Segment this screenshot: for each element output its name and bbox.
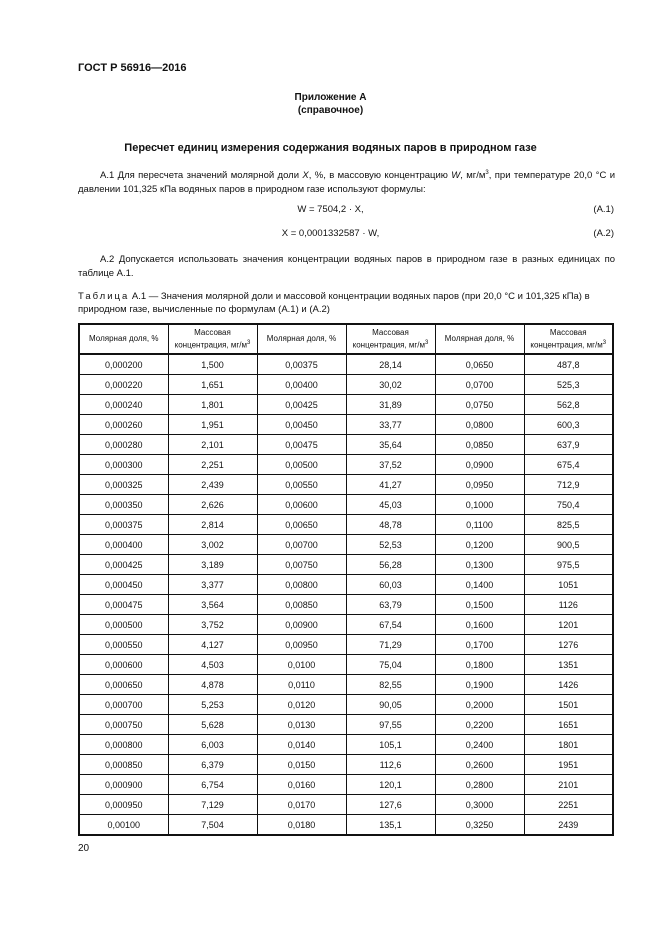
table-cell: 0,00550 xyxy=(257,475,346,495)
table-cell: 562,8 xyxy=(524,395,613,415)
paragraph-a1: А.1 Для пересчета значений молярной доли X, %, в массовую концентрацию W, $мг/м^3$, при температуре 20,0 °С и давлении 101,325 кПа водяных паров в природном газе используют формулы: xyxy=(78,170,615,196)
table-cell: 0,00800 xyxy=(257,575,346,595)
table-row xyxy=(79,815,613,836)
table-cell: 28,14 xyxy=(346,354,435,375)
table-row xyxy=(79,495,613,515)
table-cell: 0,00900 xyxy=(257,615,346,635)
table-cell: 0,000300 xyxy=(79,455,168,475)
table-row xyxy=(79,715,613,735)
table-cell: 37,52 xyxy=(346,455,435,475)
table-cell: 30,02 xyxy=(346,375,435,395)
table-cell: 2,814 xyxy=(168,515,257,535)
table-cell: 3,002 xyxy=(168,535,257,555)
table-cell: 0,00450 xyxy=(257,415,346,435)
table-cell: 2439 xyxy=(524,815,613,836)
table-cell: 0,000850 xyxy=(79,755,168,775)
table-cell: 0,0180 xyxy=(257,815,346,836)
table-cell: 6,379 xyxy=(168,755,257,775)
table-row xyxy=(79,395,613,415)
table-cell: 56,28 xyxy=(346,555,435,575)
table-cell: 31,89 xyxy=(346,395,435,415)
annex-subtitle: (справочное) xyxy=(297,105,364,116)
table-cell: 675,4 xyxy=(524,455,613,475)
conversion-table xyxy=(78,323,614,836)
table-cell: 45,03 xyxy=(346,495,435,515)
table-cell: 0,0650 xyxy=(435,354,524,375)
table-cell: 0,1100 xyxy=(435,515,524,535)
table-cell: 1201 xyxy=(524,615,613,635)
table-header-cell: Массовая концентрация, $мг/м^3$ xyxy=(346,324,435,354)
table-cell: 2,626 xyxy=(168,495,257,515)
table-cell: 120,1 xyxy=(346,775,435,795)
table-cell: 0,00425 xyxy=(257,395,346,415)
table-cell: 0,1200 xyxy=(435,535,524,555)
table-cell: 2,101 xyxy=(168,435,257,455)
table-cell: 3,189 xyxy=(168,555,257,575)
table-cell: 0,000240 xyxy=(79,395,168,415)
table-header-cell: Молярная доля, % xyxy=(257,324,346,354)
table-cell: 3,564 xyxy=(168,595,257,615)
table-row xyxy=(79,595,613,615)
table-cell: 97,55 xyxy=(346,715,435,735)
table-cell: 0,0100 xyxy=(257,655,346,675)
table-cell: 90,05 xyxy=(346,695,435,715)
table-cell: 0,00375 xyxy=(257,354,346,375)
table-cell: 0,000500 xyxy=(79,615,168,635)
table-cell: 0,1700 xyxy=(435,635,524,655)
table-cell: 0,00950 xyxy=(257,635,346,655)
table-cell: 0,0120 xyxy=(257,695,346,715)
table-cell: 0,0140 xyxy=(257,735,346,755)
table-row xyxy=(79,795,613,815)
table-cell: 0,000650 xyxy=(79,675,168,695)
formula-number: (А.1) xyxy=(593,204,614,215)
table-cell: 2,251 xyxy=(168,455,257,475)
table-cell: 6,754 xyxy=(168,775,257,795)
table-cell: 0,00100 xyxy=(79,815,168,836)
table-cell: 4,127 xyxy=(168,635,257,655)
table-cell: 0,1600 xyxy=(435,615,524,635)
table-cell: 0,1500 xyxy=(435,595,524,615)
table-cell: 135,1 xyxy=(346,815,435,836)
table-cell: 0,00650 xyxy=(257,515,346,535)
table-cell: 0,0700 xyxy=(435,375,524,395)
table-row xyxy=(79,675,613,695)
table-cell: 1426 xyxy=(524,675,613,695)
table-cell: 0,0850 xyxy=(435,435,524,455)
table-row xyxy=(79,615,613,635)
table-cell: 0,00475 xyxy=(257,435,346,455)
table-cell: 0,2600 xyxy=(435,755,524,775)
table-body xyxy=(79,354,613,835)
table-cell: 127,6 xyxy=(346,795,435,815)
table-cell: 0,000220 xyxy=(79,375,168,395)
table-cell: 712,9 xyxy=(524,475,613,495)
table-row xyxy=(79,735,613,755)
table-cell: 0,3000 xyxy=(435,795,524,815)
table-cell: 82,55 xyxy=(346,675,435,695)
table-cell: 67,54 xyxy=(346,615,435,635)
table-cell: 0,000280 xyxy=(79,435,168,455)
table-row xyxy=(79,515,613,535)
table-cell: 0,0800 xyxy=(435,415,524,435)
table-cell: 1651 xyxy=(524,715,613,735)
table-header-cell: Массовая концентрация, $мг/м^3$ xyxy=(524,324,613,354)
table-cell: 0,2400 xyxy=(435,735,524,755)
table-header-cell: Молярная доля, % xyxy=(79,324,168,354)
table-cell: 1351 xyxy=(524,655,613,675)
table-cell: 0,1400 xyxy=(435,575,524,595)
table-cell: 1951 xyxy=(524,755,613,775)
annex-title: Приложение А xyxy=(294,92,367,103)
table-cell: 0,000900 xyxy=(79,775,168,795)
table-cell: 0,000550 xyxy=(79,635,168,655)
table-cell: 0,000260 xyxy=(79,415,168,435)
table-cell: 0,1800 xyxy=(435,655,524,675)
table-cell: 5,628 xyxy=(168,715,257,735)
table-cell: 52,53 xyxy=(346,535,435,555)
table-cell: 75,04 xyxy=(346,655,435,675)
table-cell: 1126 xyxy=(524,595,613,615)
table-cell: 525,3 xyxy=(524,375,613,395)
table-row xyxy=(79,475,613,495)
formula-expression: W = 7504,2 · X, xyxy=(297,204,364,215)
table-cell: 0,1000 xyxy=(435,495,524,515)
table-cell: 0,000425 xyxy=(79,555,168,575)
table-cell: 0,0950 xyxy=(435,475,524,495)
table-cell: 0,00600 xyxy=(257,495,346,515)
table-row xyxy=(79,535,613,555)
table-cell: 0,0110 xyxy=(257,675,346,695)
table-cell: 0,1300 xyxy=(435,555,524,575)
table-caption: Таблица А.1 — Значения молярной доли и массовой концентрации водяных паров (при 20,0 °С и 101,325 кПа) в природном газе, вычисленные по формулам (А.1) и (А.2) xyxy=(78,291,590,315)
table-cell: 0,0900 xyxy=(435,455,524,475)
table-row xyxy=(79,354,613,375)
table-cell: 0,3250 xyxy=(435,815,524,836)
table-cell: 1,500 xyxy=(168,354,257,375)
table-cell: 105,1 xyxy=(346,735,435,755)
table-cell: 2,439 xyxy=(168,475,257,495)
table-cell: 2101 xyxy=(524,775,613,795)
table-cell: 3,752 xyxy=(168,615,257,635)
table-cell: 41,27 xyxy=(346,475,435,495)
table-cell: 112,6 xyxy=(346,755,435,775)
table-cell: 35,64 xyxy=(346,435,435,455)
table-cell: 0,000700 xyxy=(79,695,168,715)
table-cell: 0,00700 xyxy=(257,535,346,555)
table-cell: 60,03 xyxy=(346,575,435,595)
table-cell: 750,4 xyxy=(524,495,613,515)
table-cell: 0,0130 xyxy=(257,715,346,735)
table-row xyxy=(79,695,613,715)
table-cell: 0,00750 xyxy=(257,555,346,575)
table-cell: 0,000375 xyxy=(79,515,168,535)
table-header-cell: Массовая концентрация, $мг/м^3$ xyxy=(168,324,257,354)
table-row xyxy=(79,375,613,395)
table-row xyxy=(79,575,613,595)
table-cell: 7,129 xyxy=(168,795,257,815)
table-cell: 1,651 xyxy=(168,375,257,395)
table-row xyxy=(79,775,613,795)
table-cell: 48,78 xyxy=(346,515,435,535)
section-title: Пересчет единиц измерения содержания водяных паров в природном газе xyxy=(124,142,537,154)
table-cell: 825,5 xyxy=(524,515,613,535)
table-cell: 4,878 xyxy=(168,675,257,695)
table-cell: 3,377 xyxy=(168,575,257,595)
table-cell: 637,9 xyxy=(524,435,613,455)
table-cell: 0,00400 xyxy=(257,375,346,395)
table-cell: 487,8 xyxy=(524,354,613,375)
table-cell: 71,29 xyxy=(346,635,435,655)
formula-number: (А.2) xyxy=(593,228,614,239)
page-number: 20 xyxy=(78,843,90,854)
table-cell: 0,2800 xyxy=(435,775,524,795)
table-cell: 6,003 xyxy=(168,735,257,755)
table-cell: 0,1900 xyxy=(435,675,524,695)
table-header-row xyxy=(79,324,613,354)
table-cell: 0,000750 xyxy=(79,715,168,735)
table-cell: 1801 xyxy=(524,735,613,755)
table-row xyxy=(79,435,613,455)
table-cell: 0,000600 xyxy=(79,655,168,675)
formula-expression: X = 0,0001332587 · W, xyxy=(281,228,380,239)
table-cell: 1,951 xyxy=(168,415,257,435)
table-cell: 0,000350 xyxy=(79,495,168,515)
table-row xyxy=(79,415,613,435)
table-cell: 63,79 xyxy=(346,595,435,615)
table-cell: 0,000950 xyxy=(79,795,168,815)
table-row xyxy=(79,635,613,655)
table-cell: 0,000475 xyxy=(79,595,168,615)
table-cell: 0,2200 xyxy=(435,715,524,735)
table-row xyxy=(79,755,613,775)
table-cell: 975,5 xyxy=(524,555,613,575)
table-cell: 600,3 xyxy=(524,415,613,435)
table-row xyxy=(79,455,613,475)
table-row xyxy=(79,555,613,575)
document-code: ГОСТ Р 56916—2016 xyxy=(78,62,187,74)
table-cell: 0,0160 xyxy=(257,775,346,795)
table-header-cell: Молярная доля, % xyxy=(435,324,524,354)
table-cell: 2251 xyxy=(524,795,613,815)
table-cell: 33,77 xyxy=(346,415,435,435)
table-cell: 1,801 xyxy=(168,395,257,415)
table-cell: 0,000400 xyxy=(79,535,168,555)
table-cell: 7,504 xyxy=(168,815,257,836)
table-cell: 1051 xyxy=(524,575,613,595)
table-cell: 0,000450 xyxy=(79,575,168,595)
table-cell: 0,0750 xyxy=(435,395,524,415)
table-cell: 0,00500 xyxy=(257,455,346,475)
table-cell: 0,0150 xyxy=(257,755,346,775)
table-cell: 900,5 xyxy=(524,535,613,555)
table-cell: 5,253 xyxy=(168,695,257,715)
table-cell: 0,00850 xyxy=(257,595,346,615)
table-row xyxy=(79,655,613,675)
table-cell: 4,503 xyxy=(168,655,257,675)
paragraph-a2: А.2 Допускается использовать значения концентрации водяных паров в природном газе в разных единицах по таблице А.1. xyxy=(78,254,615,279)
table-cell: 1276 xyxy=(524,635,613,655)
table-cell: 0,000800 xyxy=(79,735,168,755)
table-cell: 0,000200 xyxy=(79,354,168,375)
table-cell: 0,0170 xyxy=(257,795,346,815)
table-cell: 0,2000 xyxy=(435,695,524,715)
table-cell: 0,000325 xyxy=(79,475,168,495)
table-cell: 1501 xyxy=(524,695,613,715)
